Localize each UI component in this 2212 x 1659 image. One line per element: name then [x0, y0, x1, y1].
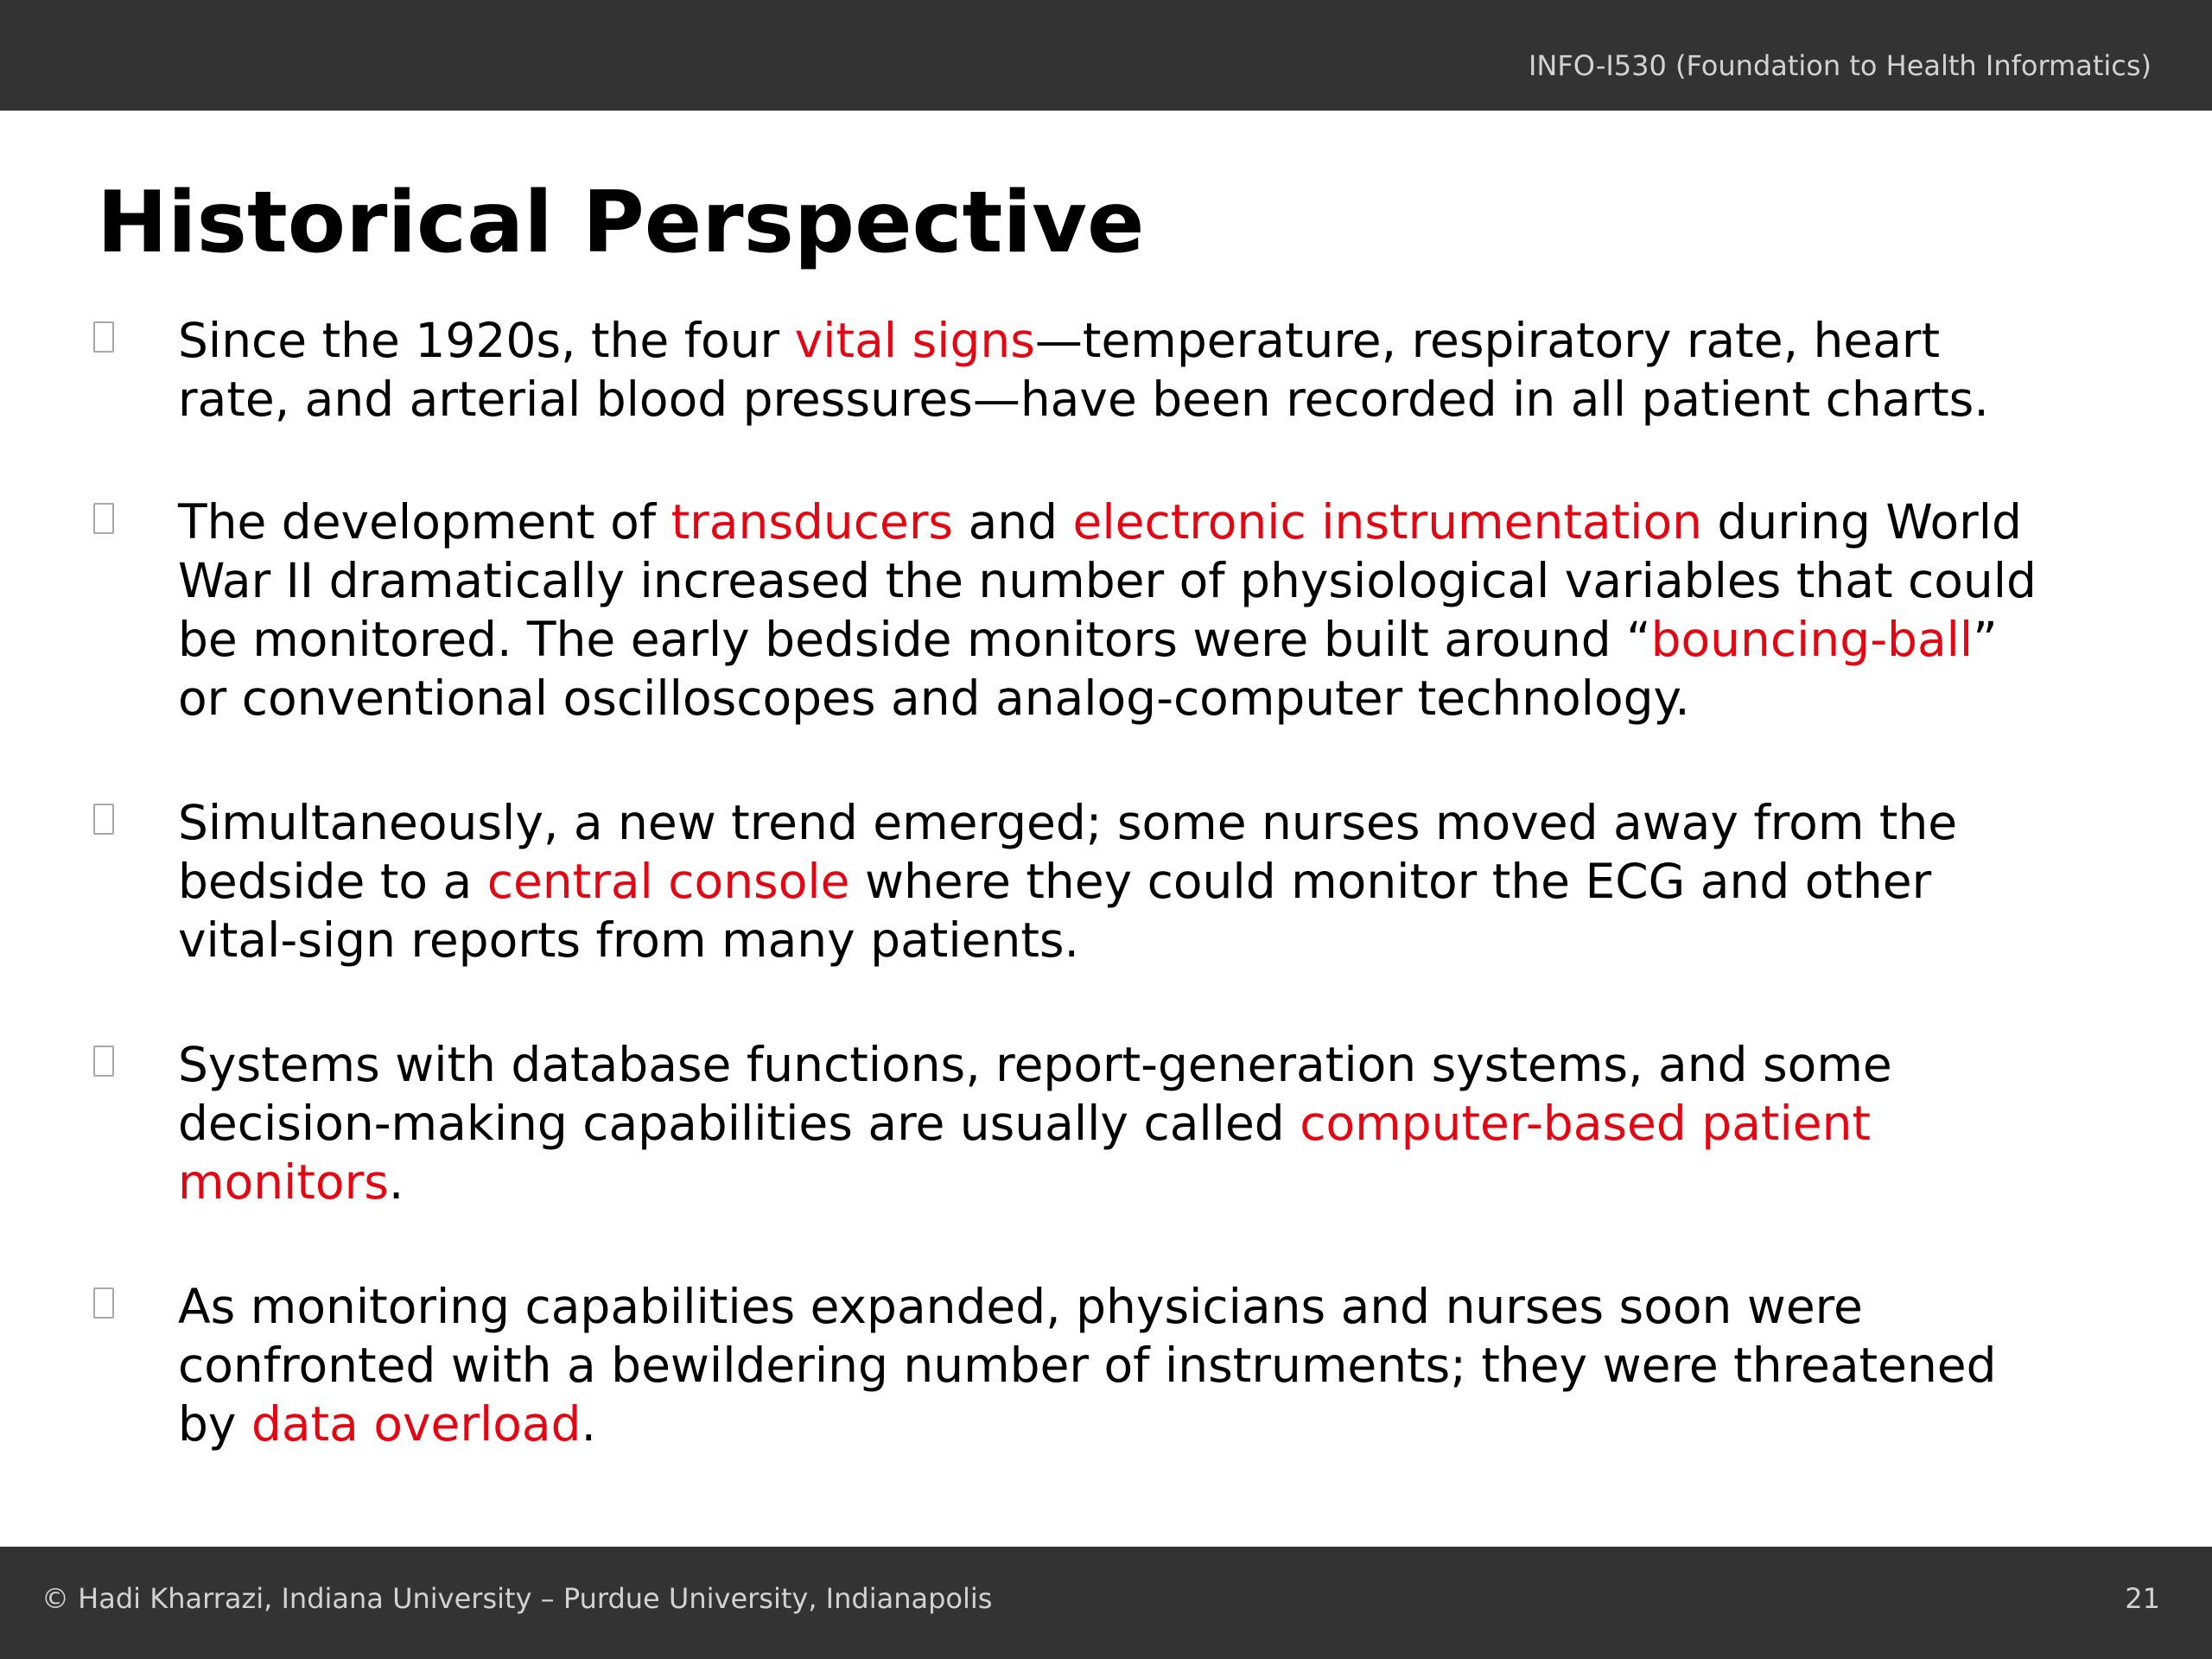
bullet-text: [178, 1277, 2131, 1453]
bullet-line: [178, 1277, 2131, 1336]
text-segment: —temperature, respiratory rate, heart: [1034, 313, 1941, 368]
bullet-line: [178, 493, 2131, 551]
bullet-text: [178, 1035, 2131, 1211]
bullet-line: [178, 669, 2131, 728]
course-label: INFO-I530 (Foundation to Health Informatics): [1528, 49, 2152, 82]
bullet-line: [178, 1035, 2131, 1094]
text-segment: bedside to a: [178, 854, 487, 909]
bullet-line: [178, 1395, 2131, 1453]
square-bullet-icon: [93, 1046, 114, 1077]
text-segment: be monitored. The early bedside monitors were built around “: [178, 612, 1651, 667]
text-segment: ”: [1973, 612, 1998, 667]
text-segment: during World: [1701, 494, 2022, 550]
text-segment: Since the 1920s, the four: [178, 313, 795, 368]
bullet-text: [178, 493, 2131, 728]
text-segment: and: [953, 494, 1073, 550]
bullet-line: [178, 370, 2131, 429]
square-bullet-icon: [93, 503, 114, 534]
bullet-line: [178, 610, 2131, 669]
bullet-text: [178, 793, 2131, 969]
highlighted-term: central console: [486, 854, 850, 909]
text-segment: confronted with a bewildering number of instruments; they were threatened: [178, 1338, 1997, 1393]
bullet-line: [178, 911, 2131, 969]
text-segment: where they could monitor the ECG and other: [849, 854, 1932, 909]
highlighted-term: monitors: [178, 1154, 389, 1210]
highlighted-term: vital signs: [794, 313, 1035, 368]
highlighted-term: electronic instrumentation: [1072, 494, 1702, 550]
bullet-line: [178, 793, 2131, 852]
bullet-line: [178, 551, 2131, 610]
text-segment: rate, and arterial blood pressures—have been recorded in all patient charts.: [178, 372, 1989, 427]
bullet-line: [178, 1153, 2131, 1211]
page-number: 21: [2125, 1582, 2160, 1615]
highlighted-term: bouncing-ball: [1650, 612, 1974, 667]
text-segment: vital-sign reports from many patients.: [178, 912, 1080, 968]
slide-title: Historical Perspective: [97, 174, 1145, 272]
highlighted-term: computer-based patient: [1300, 1096, 1872, 1151]
highlighted-term: transducers: [671, 494, 954, 550]
bullet-line: [178, 852, 2131, 911]
bullet-line: [178, 1094, 2131, 1153]
text-segment: Systems with database functions, report-generation systems, and some: [178, 1037, 1892, 1092]
square-bullet-icon: [93, 1287, 114, 1319]
square-bullet-icon: [93, 804, 114, 835]
bullet-text: [178, 311, 2131, 429]
copyright-text: © Hadi Kharrazi, Indiana University – Purdue University, Indianapolis: [41, 1582, 993, 1615]
bullet-line: [178, 311, 2131, 370]
highlighted-term: data overload: [251, 1396, 582, 1452]
text-segment: As monitoring capabilities expanded, physicians and nurses soon were: [178, 1279, 1863, 1334]
text-segment: The development of: [178, 494, 671, 550]
text-segment: decision-making capabilities are usually called: [178, 1096, 1300, 1151]
square-bullet-icon: [93, 321, 114, 353]
bullet-line: [178, 1336, 2131, 1395]
text-segment: .: [581, 1396, 596, 1452]
text-segment: or conventional oscilloscopes and analog-computer technology.: [178, 671, 1690, 726]
text-segment: Simultaneously, a new trend emerged; some nurses moved away from the: [178, 795, 1958, 850]
text-segment: by: [178, 1396, 251, 1452]
text-segment: .: [388, 1154, 404, 1210]
text-segment: War II dramatically increased the number of physiological variables that could: [178, 553, 2037, 608]
